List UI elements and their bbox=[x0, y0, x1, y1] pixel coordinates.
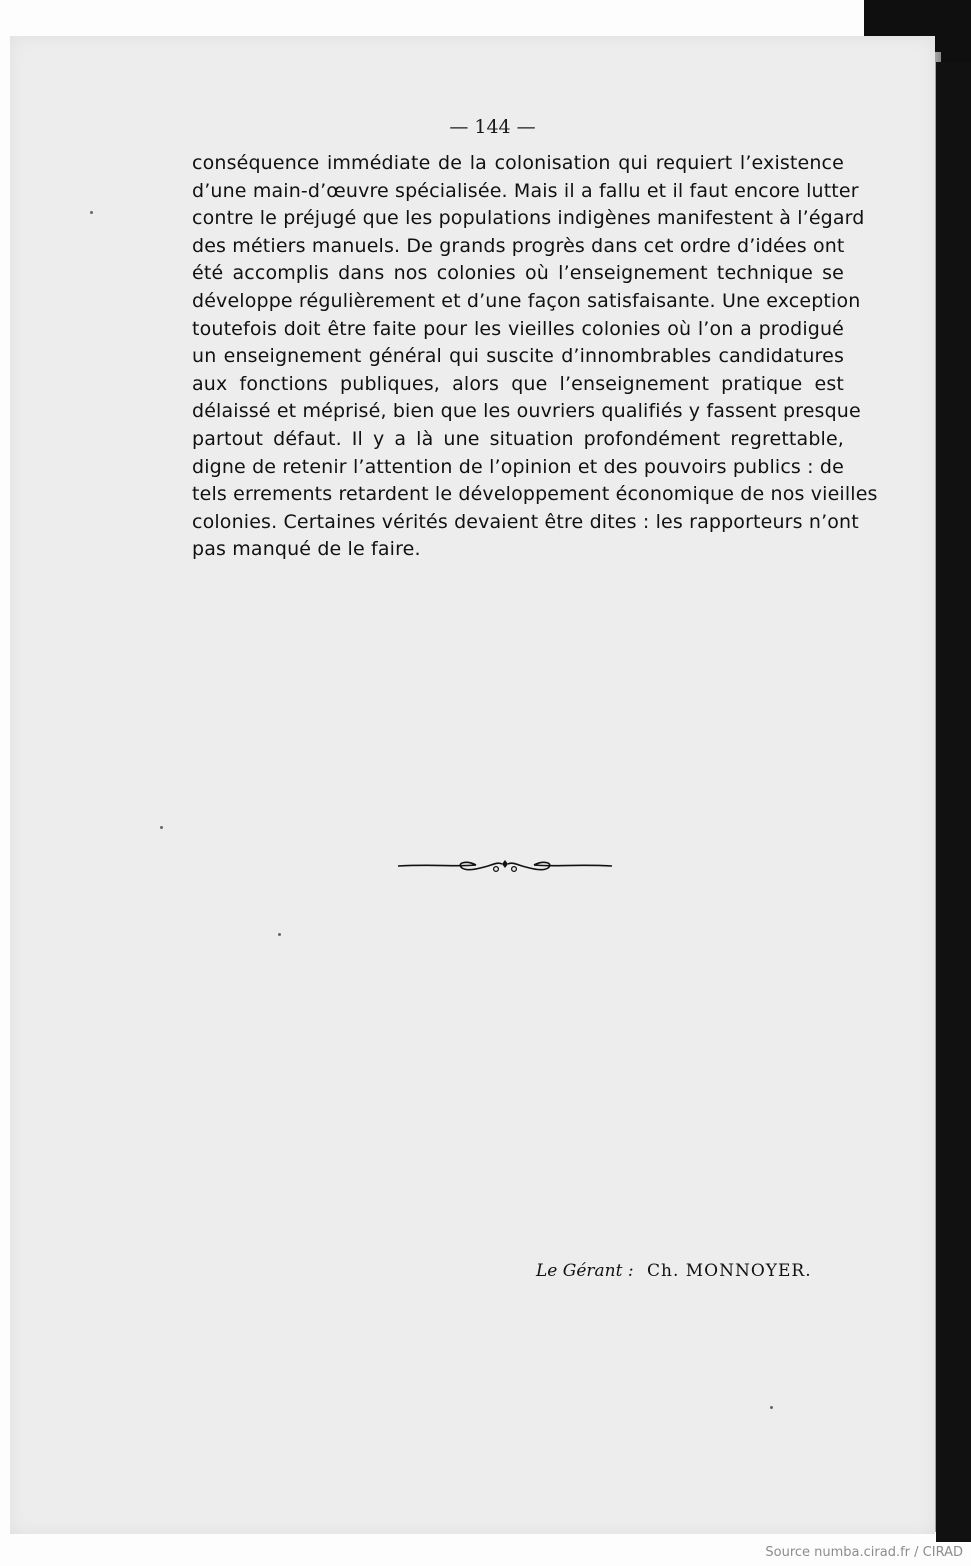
body-paragraph bbox=[192, 150, 878, 564]
source-credit: Source numba.cirad.fr / CIRAD bbox=[765, 1545, 963, 1560]
paragraph-line: un enseignement général qui suscite d’innombrables candidatures bbox=[192, 345, 844, 368]
paragraph-line: pas manqué de le faire. bbox=[192, 538, 421, 561]
paragraph-line: tels errements retardent le développement économique de nos vieilles bbox=[192, 483, 878, 506]
paragraph-line: délaissé et méprisé, bien que les ouvriers qualifiés y fassent presque bbox=[192, 400, 861, 423]
paragraph-line: développe régulièrement et d’une façon satisfaisante. Une exception bbox=[192, 289, 861, 312]
paragraph-line: toutefois doit être faite pour les vieilles colonies où l’on a prodigué bbox=[192, 317, 844, 340]
paragraph-line: aux fonctions publiques, alors que l’enseignement pratique est bbox=[192, 372, 844, 395]
signature-label: Le Gérant : bbox=[536, 1261, 634, 1281]
scan-speck bbox=[90, 211, 93, 214]
paragraph-line: d’une main-d’œuvre spécialisée. Mais il a fallu et il faut encore lutter bbox=[192, 179, 859, 202]
scan-speck bbox=[770, 1406, 773, 1409]
paragraph-line: colonies. Certaines vérités devaient être dites : les rapporteurs n’ont bbox=[192, 510, 859, 533]
paragraph-line: des métiers manuels. De grands progrès dans cet ordre d’idées ont bbox=[192, 234, 845, 257]
page-number: — 144 — bbox=[449, 116, 536, 138]
scan-speck bbox=[160, 826, 163, 829]
fleuron-divider-icon bbox=[396, 854, 614, 878]
paragraph-line: été accomplis dans nos colonies où l’enseignement technique se bbox=[192, 262, 844, 285]
paragraph-line: contre le préjugé que les populations indigènes manifestent à l’égard bbox=[192, 207, 865, 230]
scan-speck bbox=[278, 933, 281, 936]
paragraph-line: partout défaut. Il y a là une situation profondément regrettable, bbox=[192, 427, 844, 450]
scanner-shadow-right bbox=[936, 62, 971, 1542]
paragraph-line: digne de retenir l’attention de l’opinion et des pouvoirs publics : de bbox=[192, 455, 844, 478]
signature-name: Ch. MONNOYER. bbox=[646, 1261, 812, 1281]
paragraph-line: conséquence immédiate de la colonisation qui requiert l’existence bbox=[192, 152, 844, 174]
manager-signature bbox=[536, 1261, 812, 1281]
document-page bbox=[10, 36, 935, 1534]
